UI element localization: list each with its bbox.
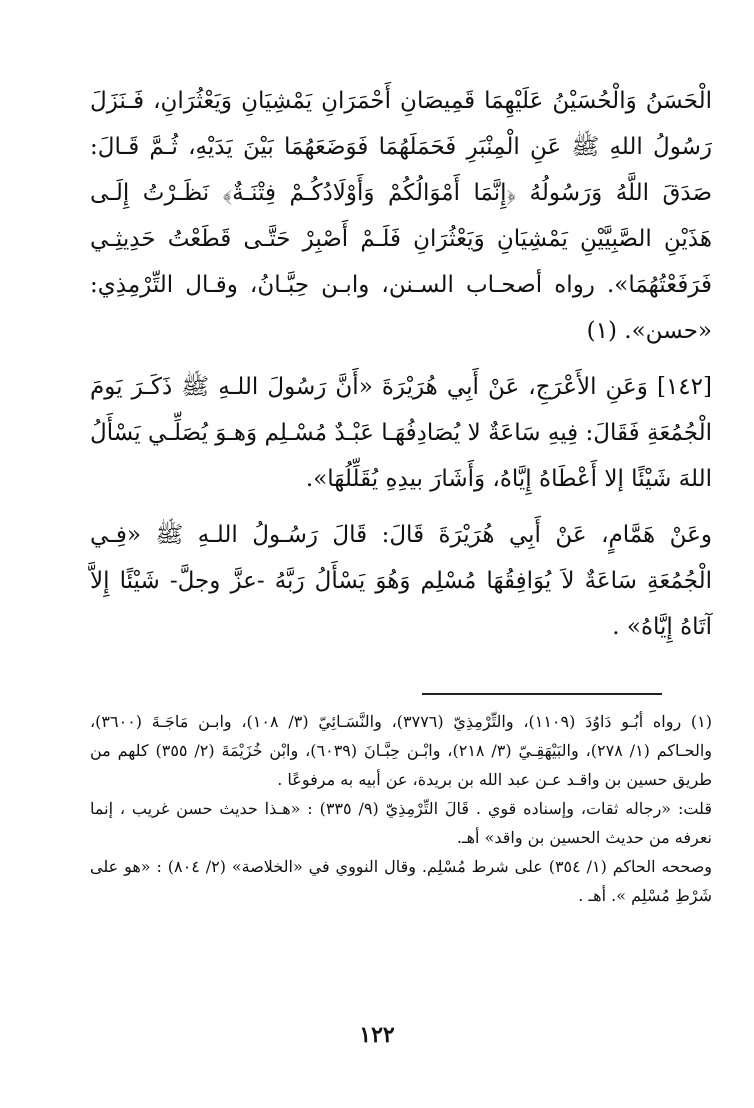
footnote-note: قلت: «رجاله ثقات، وإسناده قوي . قَالَ التِّرْمِذِيّ (٩/ ٣٣٥) : «هـذا حديث حسن غريب ، إنما نعرفه من حديث الحسين بن واقد» أهـ. (90, 799, 712, 847)
footnotes (90, 707, 712, 910)
footnote-1: (١) رواه أبُـو دَاوُدَ (١١٠٩)، والتِّرْمِذِيّ (٣٧٧٦)، والنَّسَـائِيّ (٣/ ١٠٨)، وابـن مَاجَـةَ (٣٦٠٠)، والحـاكم (١/ ٢٧٨)، والبَيْهَقِـيّ (٣/ ٢١٨)، وابْـن حِبَّـانَ (٦٠٣٩)، وابْن خُزَيْمَةَ (٢/ ٣٥٥) كلهم من طريق حسين بن واقـد عـن عبد الله بن بريدة، عن أبيه به مرفوعًا . (90, 712, 713, 789)
footnote-divider (422, 693, 662, 695)
footnote-authentication: وصححه الحاكم (١/ ٣٥٤) على شرط مُسْلِم. وقال النووي في «الخلاصة» (٢/ ٨٠٤) : «هو على شَرْطِ مُسْلِم ». أهـ . (90, 857, 713, 905)
paragraph-hadith-142: [١٤٢] وَعَنِ الأَعْرَجِ، عَنْ أَبِي هُرَيْرَةَ «أَنَّ رَسُولَ اللـهِ ﷺ ذَكَـرَ يَومَ الْجُمُعَةِ فَقَالَ: فِيهِ سَاعَةٌ لا يُصَادِفُهَـا عَبْـدٌ مُسْـلِم وَهـوَ يُصَلِّـي يَسْأَلُ اللهَ شَيْئًا إلا أَعْطَاهُ إِيَّاهُ، وَأَشَارَ بيدِهِ يُقَلِّلُهَا». (90, 374, 712, 492)
paragraph-hadith-hasan-husain: الْحَسَنُ وَالْحُسَيْنُ عَلَيْهِمَا قَمِيصَانِ أَحْمَرَانِ يَمْشِيَانِ وَيَعْثُرَانِ، فَـنَزَلَ رَسُولُ اللهِ ﷺ عَنِ الْمِنْبَرِ فَحَمَلَهُمَا فَوَضَعَهُمَا بَيْنَ يَدَيْهِ، ثُـمَّ قَـالَ: صَدَقَ اللَّهُ وَرَسُولُهُ ﴿إِنَّمَا أَمْوَالُكُمْ وَأَوْلَادُكُـمْ فِتْنَـةٌ﴾ نَظَـرْتُ إِلَـى هَذَيْنِ الصَّبِيَّيْنِ يَمْشِيَانِ وَيَعْثُرَانِ فَلَـمْ أَصْبِرْ حَتَّـى قَطَعْتُ حَدِيثِـي فَرَفَعْتُهُمَا». رواه أصحـاب السـنن، وابـن حِبَّـانُ، وقـال التِّرْمِذِي: «حسن». (١) (90, 88, 712, 344)
main-text (90, 78, 712, 650)
paragraph-hadith-hammam: وعَنْ هَمَّامٍ، عَنْ أَبِي هُرَيْرَةَ قَالَ: قَالَ رَسُـولُ اللـهِ ﷺ «فِـي الْجُمُعَةِ سَاعَةٌ لاَ يُوَافِقُهَا مُسْلِم وَهُوَ يَسْأَلُ رَبَّهُ -عزَّ وجلَّ- شَيْئًا إِلاَّ آتَاهُ إِيَّاهُ» . (90, 522, 712, 640)
page-number: ١٢٢ (359, 1022, 395, 1048)
